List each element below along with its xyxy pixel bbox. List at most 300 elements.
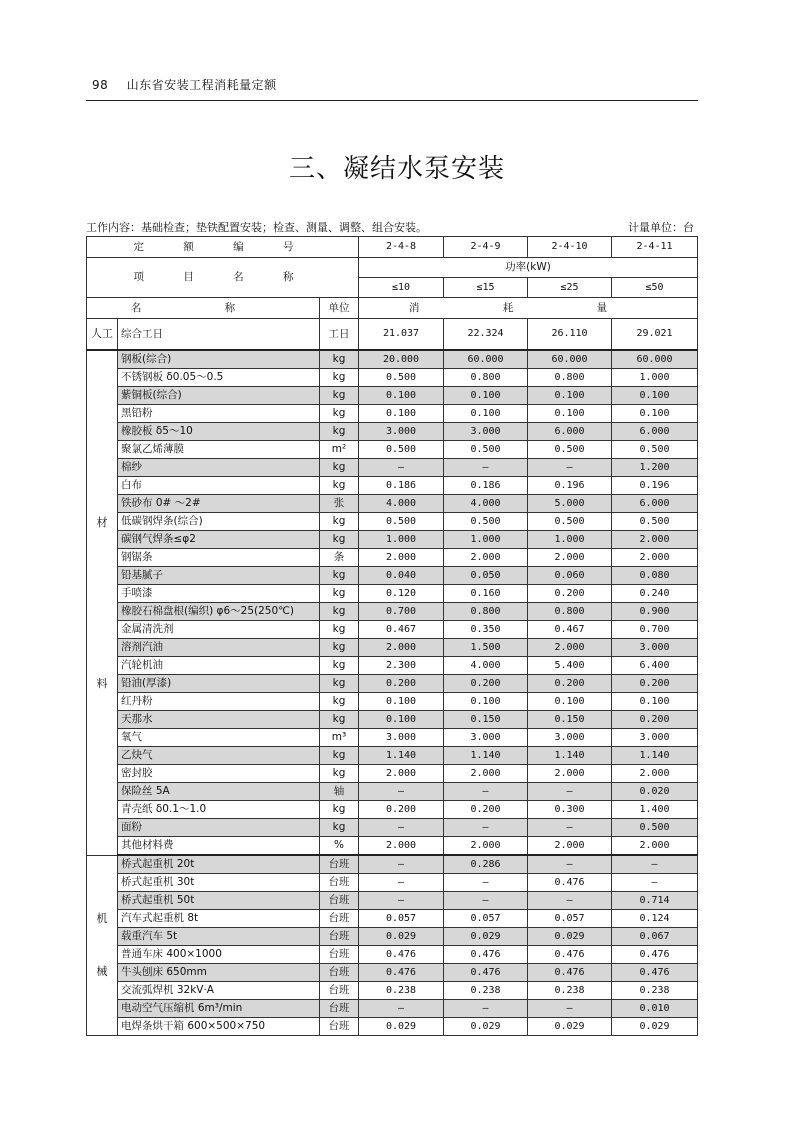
unit-header: 单位 xyxy=(320,298,359,319)
value-cell: 0.238 xyxy=(359,982,444,1000)
value-cell: 0.200 xyxy=(359,801,444,819)
item-unit: kg xyxy=(320,531,359,549)
material-row xyxy=(87,747,698,765)
value-cell: — xyxy=(528,1000,612,1018)
value-cell: 2.000 xyxy=(528,639,612,657)
value-cell: 0.500 xyxy=(528,513,612,531)
value-cell: 0.476 xyxy=(359,964,444,982)
value-cell: 0.476 xyxy=(528,964,612,982)
value-cell: 3.000 xyxy=(359,423,444,441)
item-unit: 轴 xyxy=(320,783,359,801)
value-cell: 0.186 xyxy=(359,477,444,495)
value-cell: 1.000 xyxy=(359,531,444,549)
item-name: 载重汽车 5t xyxy=(118,928,320,946)
value-cell: 0.500 xyxy=(444,513,528,531)
value-cell: 1.000 xyxy=(612,369,698,387)
value-cell: 0.150 xyxy=(528,711,612,729)
value-cell: — xyxy=(359,1000,444,1018)
value-cell: 2.000 xyxy=(444,765,528,783)
value-cell: 0.200 xyxy=(612,675,698,693)
book-title: 山东省安装工程消耗量定额 xyxy=(126,78,277,92)
value-cell: 0.120 xyxy=(359,585,444,603)
item-unit: kg xyxy=(320,513,359,531)
value-cell: 1.140 xyxy=(444,747,528,765)
item-unit: kg xyxy=(320,459,359,477)
power-cell: ≤25 xyxy=(528,278,612,298)
value-cell: 4.000 xyxy=(444,657,528,675)
item-name: 不锈钢板 δ0.05～0.5 xyxy=(118,369,320,387)
column-header-row xyxy=(87,298,698,319)
item-name: 汽车式起重机 8t xyxy=(118,910,320,928)
item-unit: 台班 xyxy=(320,946,359,964)
item-unit: 台班 xyxy=(320,928,359,946)
item-unit: kg xyxy=(320,711,359,729)
quota-number-row xyxy=(87,237,698,258)
item-unit: 条 xyxy=(320,549,359,567)
material-row xyxy=(87,639,698,657)
value-cell: 0.100 xyxy=(612,387,698,405)
item-unit: kg xyxy=(320,405,359,423)
item-name: 桥式起重机 20t xyxy=(118,855,320,874)
value-cell: 0.500 xyxy=(359,513,444,531)
machine-row xyxy=(87,1000,698,1018)
value-cell: 6.000 xyxy=(612,495,698,513)
item-name: 低碳钢焊条(综合) xyxy=(118,513,320,531)
item-unit: kg xyxy=(320,657,359,675)
item-unit: kg xyxy=(320,350,359,369)
value-cell: 0.286 xyxy=(444,855,528,874)
value-cell: 0.200 xyxy=(444,675,528,693)
category-char: 材 xyxy=(96,515,108,529)
item-name: 交流弧焊机 32kV·A xyxy=(118,982,320,1000)
power-cell: ≤15 xyxy=(444,278,528,298)
value-cell: 0.057 xyxy=(444,910,528,928)
value-cell: 0.100 xyxy=(612,405,698,423)
item-name: 白布 xyxy=(118,477,320,495)
value-cell: — xyxy=(359,819,444,837)
value-cell: — xyxy=(359,892,444,910)
value-cell: — xyxy=(612,855,698,874)
value-cell: 2.000 xyxy=(528,837,612,856)
value-cell: 0.476 xyxy=(444,946,528,964)
value-cell: 1.200 xyxy=(612,459,698,477)
machine-row xyxy=(87,874,698,892)
value-cell: — xyxy=(444,459,528,477)
consumption-header: 消 耗 量 xyxy=(359,298,698,319)
item-unit: kg xyxy=(320,819,359,837)
value-cell: 0.080 xyxy=(612,567,698,585)
item-unit: kg xyxy=(320,387,359,405)
value-cell: 1.400 xyxy=(612,801,698,819)
labor-name: 综合工日 xyxy=(118,319,320,351)
code-cell: 2-4-9 xyxy=(444,237,528,258)
value-cell: 0.124 xyxy=(612,910,698,928)
item-name: 溶剂汽油 xyxy=(118,639,320,657)
value-cell: 2.000 xyxy=(612,549,698,567)
category-char: 械 xyxy=(96,965,108,979)
value-cell: 0.067 xyxy=(612,928,698,946)
item-unit: kg xyxy=(320,567,359,585)
item-name: 钢板(综合) xyxy=(118,350,320,369)
value-cell: — xyxy=(359,459,444,477)
value-cell: 0.029 xyxy=(528,1018,612,1036)
machine-row xyxy=(87,892,698,910)
value-cell: — xyxy=(444,783,528,801)
value-cell: 0.010 xyxy=(612,1000,698,1018)
value-cell: 0.476 xyxy=(612,946,698,964)
value-cell: 0.500 xyxy=(612,513,698,531)
name-header: 名 称 xyxy=(87,298,320,319)
item-name: 铅基腻子 xyxy=(118,567,320,585)
machine-row xyxy=(87,855,698,874)
value-cell: 0.029 xyxy=(528,928,612,946)
code-cell: 2-4-10 xyxy=(528,237,612,258)
item-name: 乙炔气 xyxy=(118,747,320,765)
item-name: 密封胶 xyxy=(118,765,320,783)
value-cell: 0.300 xyxy=(528,801,612,819)
header-rule xyxy=(86,100,698,101)
value-cell: — xyxy=(444,819,528,837)
value-cell: 0.160 xyxy=(444,585,528,603)
item-name: 牛头刨床 650mm xyxy=(118,964,320,982)
meta-row xyxy=(86,219,694,235)
value-cell: 0.800 xyxy=(444,369,528,387)
labor-row xyxy=(87,319,698,351)
item-unit: kg xyxy=(320,801,359,819)
value-cell: 21.037 xyxy=(359,319,444,351)
item-unit: 台班 xyxy=(320,874,359,892)
material-row xyxy=(87,441,698,459)
item-name: 普通车床 400×1000 xyxy=(118,946,320,964)
value-cell: 0.500 xyxy=(359,441,444,459)
item-unit: kg xyxy=(320,369,359,387)
value-cell: 0.500 xyxy=(612,441,698,459)
value-cell: 0.057 xyxy=(359,910,444,928)
value-cell: 0.500 xyxy=(528,441,612,459)
value-cell: 0.057 xyxy=(528,910,612,928)
value-cell: 0.238 xyxy=(444,982,528,1000)
item-name-label: 项 目 名 称 xyxy=(87,258,359,298)
item-name: 桥式起重机 30t xyxy=(118,874,320,892)
machine-row xyxy=(87,1018,698,1036)
value-cell: 0.186 xyxy=(444,477,528,495)
value-cell: 3.000 xyxy=(444,423,528,441)
item-unit: 台班 xyxy=(320,1000,359,1018)
item-unit: kg xyxy=(320,423,359,441)
value-cell: 2.000 xyxy=(612,837,698,856)
item-name: 红丹粉 xyxy=(118,693,320,711)
value-cell: 6.000 xyxy=(612,423,698,441)
value-cell: 1.500 xyxy=(444,639,528,657)
value-cell: 0.029 xyxy=(444,928,528,946)
item-unit: % xyxy=(320,837,359,856)
material-row xyxy=(87,495,698,513)
value-cell: 0.476 xyxy=(359,946,444,964)
material-row xyxy=(87,819,698,837)
item-name: 天那水 xyxy=(118,711,320,729)
material-row xyxy=(87,459,698,477)
machine-category xyxy=(87,855,118,1036)
value-cell: 2.000 xyxy=(359,639,444,657)
value-cell: 0.100 xyxy=(359,711,444,729)
value-cell: 0.100 xyxy=(528,387,612,405)
item-name: 铅油(厚漆) xyxy=(118,675,320,693)
material-row xyxy=(87,531,698,549)
value-cell: 0.200 xyxy=(444,801,528,819)
item-name: 紫铜板(综合) xyxy=(118,387,320,405)
material-row xyxy=(87,350,698,369)
value-cell: 60.000 xyxy=(528,350,612,369)
value-cell: 60.000 xyxy=(612,350,698,369)
value-cell: — xyxy=(528,459,612,477)
value-cell: 4.000 xyxy=(444,495,528,513)
item-name: 聚氯乙烯薄膜 xyxy=(118,441,320,459)
item-unit: kg xyxy=(320,747,359,765)
machine-row xyxy=(87,946,698,964)
item-unit: 台班 xyxy=(320,892,359,910)
value-cell: 3.000 xyxy=(528,729,612,747)
value-cell: — xyxy=(359,855,444,874)
value-cell: 0.700 xyxy=(359,603,444,621)
category-char: 料 xyxy=(96,676,108,690)
material-row xyxy=(87,783,698,801)
value-cell: 0.500 xyxy=(612,819,698,837)
material-row xyxy=(87,711,698,729)
value-cell: — xyxy=(528,819,612,837)
value-cell: 0.020 xyxy=(612,783,698,801)
item-unit: kg xyxy=(320,621,359,639)
item-name: 面粉 xyxy=(118,819,320,837)
item-name: 铁砂布 0# ～2# xyxy=(118,495,320,513)
category-char: 机 xyxy=(96,912,108,926)
value-cell: 0.200 xyxy=(612,711,698,729)
value-cell: 0.700 xyxy=(612,621,698,639)
section-title: 三、凝结水泵安装 xyxy=(288,154,505,184)
item-name: 橡胶石棉盘根(编织) φ6～25(250℃) xyxy=(118,603,320,621)
value-cell: — xyxy=(444,892,528,910)
running-head xyxy=(92,76,277,93)
item-name: 保险丝 5A xyxy=(118,783,320,801)
value-cell: 0.476 xyxy=(528,874,612,892)
value-cell: 0.240 xyxy=(612,585,698,603)
item-unit: kg xyxy=(320,639,359,657)
value-cell: 2.000 xyxy=(528,765,612,783)
material-row xyxy=(87,387,698,405)
value-cell: 0.040 xyxy=(359,567,444,585)
value-cell: 1.000 xyxy=(528,531,612,549)
material-row xyxy=(87,837,698,856)
material-row xyxy=(87,693,698,711)
value-cell: 2.000 xyxy=(359,765,444,783)
item-unit: m³ xyxy=(320,729,359,747)
material-row xyxy=(87,729,698,747)
power-cell: ≤50 xyxy=(612,278,698,298)
value-cell: 0.900 xyxy=(612,603,698,621)
value-cell: — xyxy=(444,874,528,892)
value-cell: 0.100 xyxy=(359,693,444,711)
work-content: 工作内容：基础检查；垫铁配置安装；检查、测量、调整、组合安装。 xyxy=(86,221,427,234)
value-cell: 0.350 xyxy=(444,621,528,639)
value-cell: 0.029 xyxy=(612,1018,698,1036)
value-cell: 0.029 xyxy=(359,1018,444,1036)
value-cell: 0.100 xyxy=(444,405,528,423)
value-cell: 3.000 xyxy=(612,729,698,747)
value-cell: 60.000 xyxy=(444,350,528,369)
power-cell: ≤10 xyxy=(359,278,444,298)
item-name: 黑铅粉 xyxy=(118,405,320,423)
material-row xyxy=(87,513,698,531)
value-cell: — xyxy=(528,855,612,874)
value-cell: 0.060 xyxy=(528,567,612,585)
value-cell: 22.324 xyxy=(444,319,528,351)
item-unit: kg xyxy=(320,693,359,711)
value-cell: 0.476 xyxy=(612,964,698,982)
item-name: 棉纱 xyxy=(118,459,320,477)
value-cell: 0.800 xyxy=(444,603,528,621)
quota-number-label: 定 额 编 号 xyxy=(87,237,359,258)
value-cell: — xyxy=(612,874,698,892)
value-cell: 0.467 xyxy=(359,621,444,639)
material-row xyxy=(87,801,698,819)
value-cell: 6.000 xyxy=(528,423,612,441)
item-name: 汽轮机油 xyxy=(118,657,320,675)
value-cell: 0.467 xyxy=(528,621,612,639)
value-cell: — xyxy=(444,1000,528,1018)
item-unit: 台班 xyxy=(320,982,359,1000)
value-cell: 1.000 xyxy=(444,531,528,549)
machine-row xyxy=(87,910,698,928)
material-row xyxy=(87,477,698,495)
item-name: 手喷漆 xyxy=(118,585,320,603)
unit-note: 计量单位：台 xyxy=(628,221,694,234)
value-cell: 3.000 xyxy=(612,639,698,657)
item-name: 橡胶板 δ5～10 xyxy=(118,423,320,441)
value-cell: 0.500 xyxy=(444,441,528,459)
material-row xyxy=(87,765,698,783)
value-cell: 0.100 xyxy=(528,693,612,711)
item-unit: kg xyxy=(320,585,359,603)
power-label: 功率(kW) xyxy=(359,258,698,278)
material-row xyxy=(87,405,698,423)
value-cell: 2.000 xyxy=(612,531,698,549)
value-cell: 2.000 xyxy=(528,549,612,567)
value-cell: 0.029 xyxy=(444,1018,528,1036)
value-cell: 2.000 xyxy=(612,765,698,783)
value-cell: 5.400 xyxy=(528,657,612,675)
item-unit: 台班 xyxy=(320,855,359,874)
item-name: 桥式起重机 50t xyxy=(118,892,320,910)
code-cell: 2-4-8 xyxy=(359,237,444,258)
item-unit: 张 xyxy=(320,495,359,513)
value-cell: 0.476 xyxy=(528,946,612,964)
value-cell: 26.110 xyxy=(528,319,612,351)
item-name: 其他材料费 xyxy=(118,837,320,856)
item-unit: m² xyxy=(320,441,359,459)
code-cell: 2-4-11 xyxy=(612,237,698,258)
labor-unit: 工日 xyxy=(320,319,359,351)
item-unit: 台班 xyxy=(320,1018,359,1036)
value-cell: 0.200 xyxy=(528,675,612,693)
item-unit: kg xyxy=(320,765,359,783)
value-cell: 2.000 xyxy=(359,837,444,856)
item-name: 电动空气压缩机 6m³/min xyxy=(118,1000,320,1018)
value-cell: — xyxy=(528,783,612,801)
value-cell: 2.000 xyxy=(444,549,528,567)
value-cell: 0.150 xyxy=(444,711,528,729)
value-cell: 0.476 xyxy=(444,964,528,982)
item-name: 氧气 xyxy=(118,729,320,747)
value-cell: 29.021 xyxy=(612,319,698,351)
value-cell: 5.000 xyxy=(528,495,612,513)
material-row xyxy=(87,549,698,567)
value-cell: 0.100 xyxy=(359,405,444,423)
value-cell: 0.238 xyxy=(612,982,698,1000)
value-cell: 20.000 xyxy=(359,350,444,369)
material-row xyxy=(87,585,698,603)
machine-row xyxy=(87,982,698,1000)
value-cell: 0.238 xyxy=(528,982,612,1000)
value-cell: 0.800 xyxy=(528,369,612,387)
material-row xyxy=(87,657,698,675)
value-cell: — xyxy=(359,874,444,892)
value-cell: 0.100 xyxy=(528,405,612,423)
value-cell: 0.714 xyxy=(612,892,698,910)
value-cell: 0.196 xyxy=(612,477,698,495)
value-cell: 0.050 xyxy=(444,567,528,585)
value-cell: 0.200 xyxy=(359,675,444,693)
material-row xyxy=(87,603,698,621)
value-cell: 0.800 xyxy=(528,603,612,621)
item-name: 青壳纸 δ0.1～1.0 xyxy=(118,801,320,819)
value-cell: — xyxy=(359,783,444,801)
value-cell: 0.500 xyxy=(359,369,444,387)
value-cell: 3.000 xyxy=(359,729,444,747)
quota-table xyxy=(86,236,698,1036)
item-name: 碳钢气焊条≤φ2 xyxy=(118,531,320,549)
material-row xyxy=(87,675,698,693)
machine-row xyxy=(87,928,698,946)
item-unit: kg xyxy=(320,675,359,693)
item-name: 电焊条烘干箱 600×500×750 xyxy=(118,1018,320,1036)
value-cell: 6.400 xyxy=(612,657,698,675)
value-cell: 0.200 xyxy=(528,585,612,603)
item-name: 钢锯条 xyxy=(118,549,320,567)
value-cell: 3.000 xyxy=(444,729,528,747)
item-unit: kg xyxy=(320,477,359,495)
value-cell: 0.100 xyxy=(612,693,698,711)
item-name: 金属清洗剂 xyxy=(118,621,320,639)
labor-category: 人工 xyxy=(87,319,118,351)
item-unit: kg xyxy=(320,603,359,621)
item-unit: 台班 xyxy=(320,964,359,982)
material-row xyxy=(87,369,698,387)
value-cell: 2.300 xyxy=(359,657,444,675)
value-cell: 1.140 xyxy=(528,747,612,765)
value-cell: 4.000 xyxy=(359,495,444,513)
power-label-row xyxy=(87,258,698,278)
machine-row xyxy=(87,964,698,982)
material-category xyxy=(87,350,118,855)
value-cell: 2.000 xyxy=(359,549,444,567)
value-cell: 0.100 xyxy=(359,387,444,405)
value-cell: 2.000 xyxy=(444,837,528,856)
value-cell: 0.100 xyxy=(444,693,528,711)
material-row xyxy=(87,567,698,585)
value-cell: 1.140 xyxy=(359,747,444,765)
material-row xyxy=(87,621,698,639)
value-cell: 0.196 xyxy=(528,477,612,495)
material-row xyxy=(87,423,698,441)
